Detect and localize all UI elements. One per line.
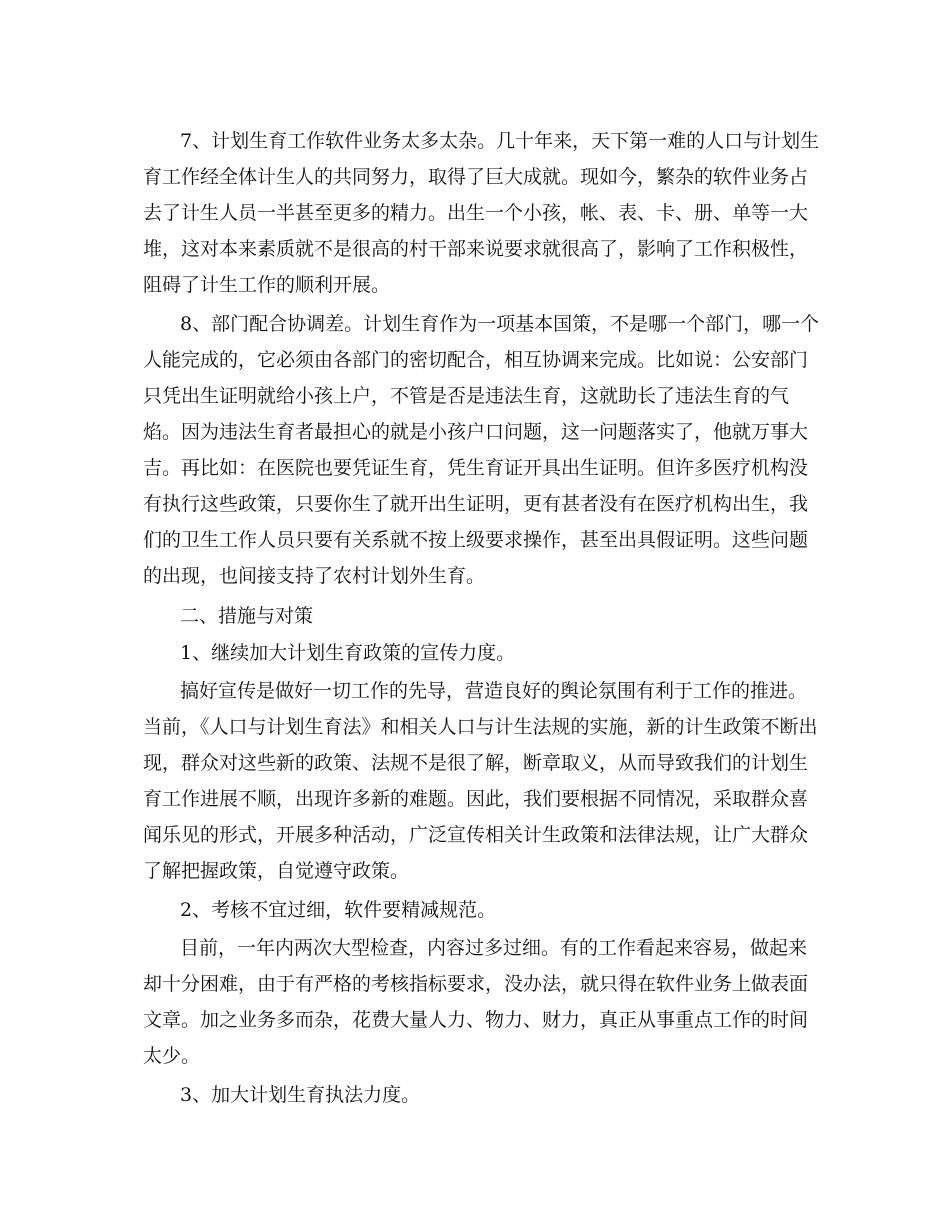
text-line: 焰。因为违法生育者最担心的就是小孩户口问题，这一问题落实了，他就万事大 [143, 421, 809, 443]
text-line: 育工作进展不顺，出现许多新的难题。因此，我们要根据不同情况，采取群众喜 [143, 788, 809, 810]
text-line: 7、计划生育工作软件业务太多太杂。几十年来，天下第一难的人口与计划生 [180, 130, 820, 152]
text-line: 堆，这对本来素质就不是很高的村干部来说要求就很高了，影响了工作积极性， [143, 238, 809, 260]
text-line: 目前，一年内两次大型检查，内容过多过细。有的工作看起来容易，做起来 [180, 937, 808, 959]
text-line: 8、部门配合协调差。计划生育作为一项基本国策，不是哪一个部门，哪一个 [180, 313, 820, 335]
text-line: 阻碍了计生工作的顺利开展。 [143, 274, 391, 296]
section-heading: 二、措施与对策 [180, 605, 314, 627]
text-line: 现，群众对这些新的政策、法规不是很了解，断章取义，从而导致我们的计划生 [143, 752, 809, 774]
text-line: 们的卫生工作人员只要有关系就不按上级要求操作，甚至出具假证明。这些问题 [143, 529, 809, 551]
text-line: 育工作经全体计生人的共同努力，取得了巨大成就。现如今，繁杂的软件业务占 [143, 166, 809, 188]
text-line: 当前，《人口与计划生育法》和相关人口与计生法规的实施，新的计生政策不断出 [143, 716, 818, 738]
item-heading: 1、继续加大计划生育政策的宣传力度。 [180, 642, 516, 664]
text-line: 只凭出生证明就给小孩上户，不管是否是违法生育，这就助长了违法生育的气 [143, 385, 790, 407]
text-line: 文章。加之业务多而杂，花费大量人力、物力、财力，真正从事重点工作的时间 [143, 1009, 809, 1031]
text-line: 却十分困难，由于有严格的考核指标要求，没办法，就只得在软件业务上做表面 [143, 973, 809, 995]
text-line: 人能完成的，它必须由各部门的密切配合，相互协调来完成。比如说：公安部门 [143, 349, 809, 371]
item-heading: 3、加大计划生育执法力度。 [180, 1084, 421, 1106]
text-line: 搞好宣传是做好一切工作的先导，营造良好的舆论氛围有利于工作的推进。 [180, 680, 808, 702]
text-line: 有执行这些政策，只要你生了就开出生证明，更有甚者没有在医疗机构出生，我 [143, 493, 809, 515]
text-line: 吉。再比如：在医院也要凭证生育，凭生育证开具出生证明。但许多医疗机构没 [143, 457, 809, 479]
text-line: 太少。 [143, 1045, 201, 1067]
text-line: 去了计生人员一半甚至更多的精力。出生一个小孩，帐、表、卡、册、单等一大 [143, 202, 809, 224]
text-line: 的出现，也间接支持了农村计划外生育。 [143, 565, 486, 587]
item-heading: 2、考核不宜过细，软件要精减规范。 [180, 899, 497, 921]
text-line: 了解把握政策，自觉遵守政策。 [143, 860, 410, 882]
text-line: 闻乐见的形式，开展多种活动，广泛宣传相关计生政策和法律法规，让广大群众 [143, 824, 809, 846]
